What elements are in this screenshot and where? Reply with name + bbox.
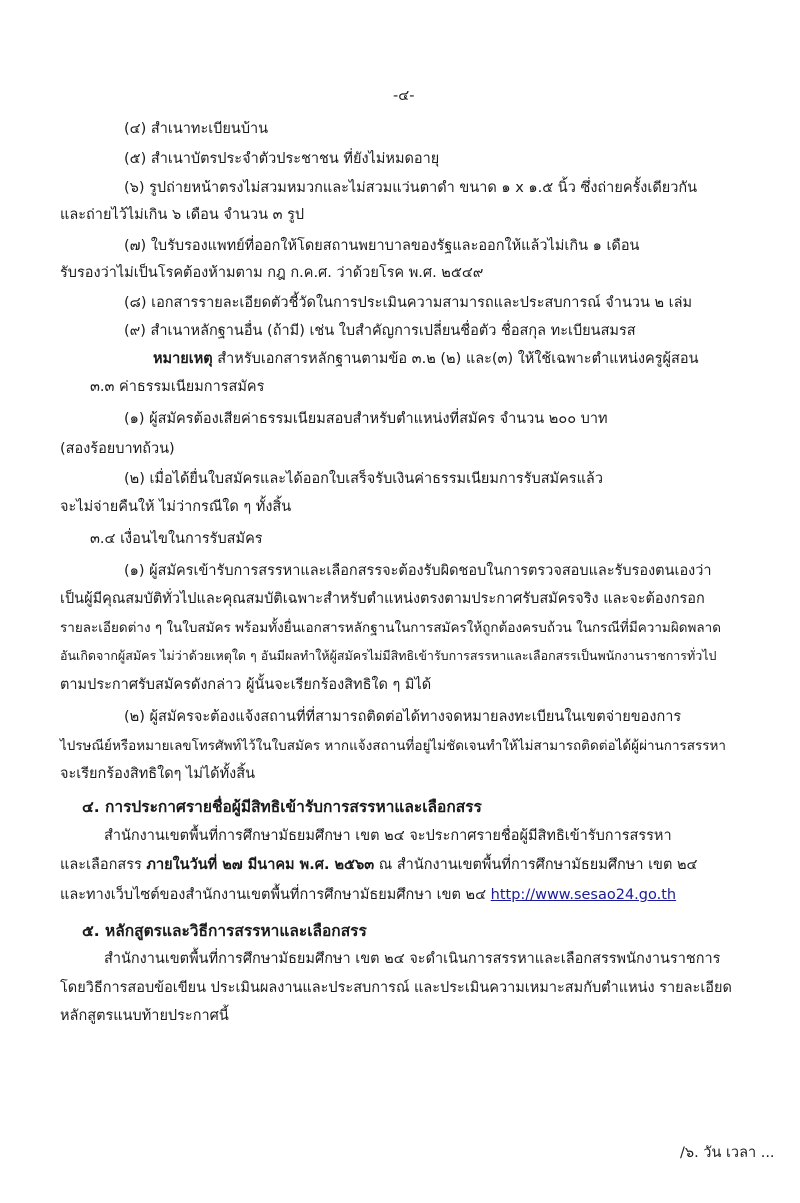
doc-line: (๒) ผู้สมัครจะต้องแจ้งสถานที่ที่สามารถติดต่อได้ทางจดหมายลงทะเบียนในเขตจ่ายของการ — [124, 709, 682, 725]
text: ณ สำนักงานเขตพื้นที่การศึกษามัธยมศึกษา เขต ๒๔ — [374, 857, 698, 873]
doc-line: (๒) เมื่อได้ยื่นใบสมัครและได้ออกใบเสร็จรับเงินค่าธรรมเนียมการรับสมัครแล้ว — [124, 471, 603, 487]
doc-line: และถ่ายไว้ไม่เกิน ๖ เดือน จำนวน ๓ รูป — [60, 207, 305, 223]
doc-line: จะเรียกร้องสิทธิใดๆ ไม่ได้ทั้งสิ้น — [60, 766, 255, 782]
continuation-footer: /๖. วัน เวลา ... — [680, 1145, 775, 1161]
subsection-heading: ๓.๓ ค่าธรรมเนียมการสมัคร — [90, 379, 265, 395]
doc-line: เป็นผู้มีคุณสมบัติทั่วไปและคุณสมบัติเฉพาะสำหรับตำแหน่งตรงตามประกาศรับสมัครจริง และจะต้องกรอก — [60, 591, 705, 607]
doc-line — [60, 885, 676, 905]
text: และเลือกสรร — [60, 857, 147, 873]
doc-line: (๔) สำเนาทะเบียนบ้าน — [124, 121, 269, 137]
doc-line — [60, 855, 698, 875]
doc-line: (๙) สำเนาหลักฐานอื่น (ถ้ามี) เช่น ใบสำคัญการเปลี่ยนชื่อตัว ชื่อสกุล ทะเบียนสมรส — [124, 323, 636, 339]
subsection-heading: ๓.๔ เงื่อนไขในการรับสมัคร — [90, 531, 263, 547]
doc-line — [153, 349, 699, 369]
doc-line: รับรองว่าไม่เป็นโรคต้องห้ามตาม กฎ ก.ค.ศ. ว่าด้วยโรค พ.ศ. ๒๕๔๙ — [60, 265, 484, 281]
doc-line: รายละเอียดต่าง ๆ ในใบสมัคร พร้อมทั้งยื่นเอกสารหลักฐานในการสมัครให้ถูกต้องครบถ้วน ในกรณีที่มีความผิดพลาด — [60, 620, 722, 636]
doc-line: (๑) ผู้สมัครเข้ารับการสรรหาและเลือกสรรจะต้องรับผิดชอบในการตรวจสอบและรับรองตนเองว่า — [124, 563, 712, 579]
section-heading-5: ๕. หลักสูตรและวิธีการสรรหาและเลือกสรร — [82, 922, 367, 940]
doc-line: (๖) รูปถ่ายหน้าตรงไม่สวมหมวกและไม่สวมแว่นตาดำ ขนาด ๑ x ๑.๕ นิ้ว ซึ่งถ่ายครั้งเดียวกัน — [124, 180, 698, 196]
doc-line: จะไม่จ่ายคืนให้ ไม่ว่ากรณีใด ๆ ทั้งสิ้น — [60, 499, 292, 515]
note-text: สำหรับเอกสารหลักฐานตามข้อ ๓.๒ (๒) และ(๓) ให้ใช้เฉพาะตำแหน่งครูผู้สอน — [212, 351, 699, 367]
doc-line: ตามประกาศรับสมัครดังกล่าว ผู้นั้นจะเรียกร้องสิทธิใด ๆ มิได้ — [60, 677, 432, 693]
text: และทางเว็บไซต์ของสำนักงานเขตพื้นที่การศึกษามัธยมศึกษา เขต ๒๔ — [60, 887, 491, 903]
website-link[interactable]: http://www.sesao24.go.th — [490, 887, 677, 903]
page-number: -๔- — [393, 88, 415, 104]
doc-line: (๕) สำเนาบัตรประจำตัวประชาชน ที่ยังไม่หมดอายุ — [124, 151, 440, 167]
note-label: หมายเหตุ — [153, 351, 213, 367]
doc-line: (๘) เอกสารรายละเอียดตัวชี้วัดในการประเมินความสามารถและประสบการณ์ จำนวน ๒ เล่ม — [124, 295, 693, 311]
doc-line: (๑) ผู้สมัครต้องเสียค่าธรรมเนียมสอบสำหรับตำแหน่งที่สมัคร จำนวน ๒๐๐ บาท — [124, 411, 608, 427]
doc-line: โดยวิธีการสอบข้อเขียน ประเมินผลงานและประสบการณ์ และประเมินความเหมาะสมกับตำแหน่ง รายละเอียด — [60, 980, 732, 996]
doc-line: ไปรษณีย์หรือหมายเลขโทรศัพท์ไว้ในใบสมัคร หากแจ้งสถานที่อยู่ไม่ชัดเจนทำให้ไม่สามารถติดต่อได้ผู้ผ่านการสรรหา — [60, 738, 727, 754]
doc-line: สำนักงานเขตพื้นที่การศึกษามัธยมศึกษา เขต ๒๔ จะประกาศรายชื่อผู้มีสิทธิเข้ารับการสรรหา — [104, 828, 672, 844]
doc-line: (๗) ใบรับรองแพทย์ที่ออกให้โดยสถานพยาบาลของรัฐและออกให้แล้วไม่เกิน ๑ เดือน — [124, 238, 640, 254]
doc-line: อันเกิดจากผู้สมัคร ไม่ว่าด้วยเหตุใด ๆ อันมีผลทำให้ผู้สมัครไม่มีสิทธิเข้ารับการสรรหาและเลือกสรรเป็นพนักงานราชการทั่วไป — [60, 648, 717, 663]
doc-line: (สองร้อยบาทถ้วน) — [60, 441, 175, 457]
doc-line: หลักสูตรแนบท้ายประกาศนี้ — [60, 1008, 229, 1024]
announcement-date: ภายในวันที่ ๒๗ มีนาคม พ.ศ. ๒๕๖๓ — [146, 857, 375, 873]
section-heading-4: ๔. การประกาศรายชื่อผู้มีสิทธิเข้ารับการสรรหาและเลือกสรร — [82, 798, 482, 816]
doc-line: สำนักงานเขตพื้นที่การศึกษามัธยมศึกษา เขต ๒๔ จะดำเนินการสรรหาและเลือกสรรพนักงานราชการ — [104, 951, 721, 967]
